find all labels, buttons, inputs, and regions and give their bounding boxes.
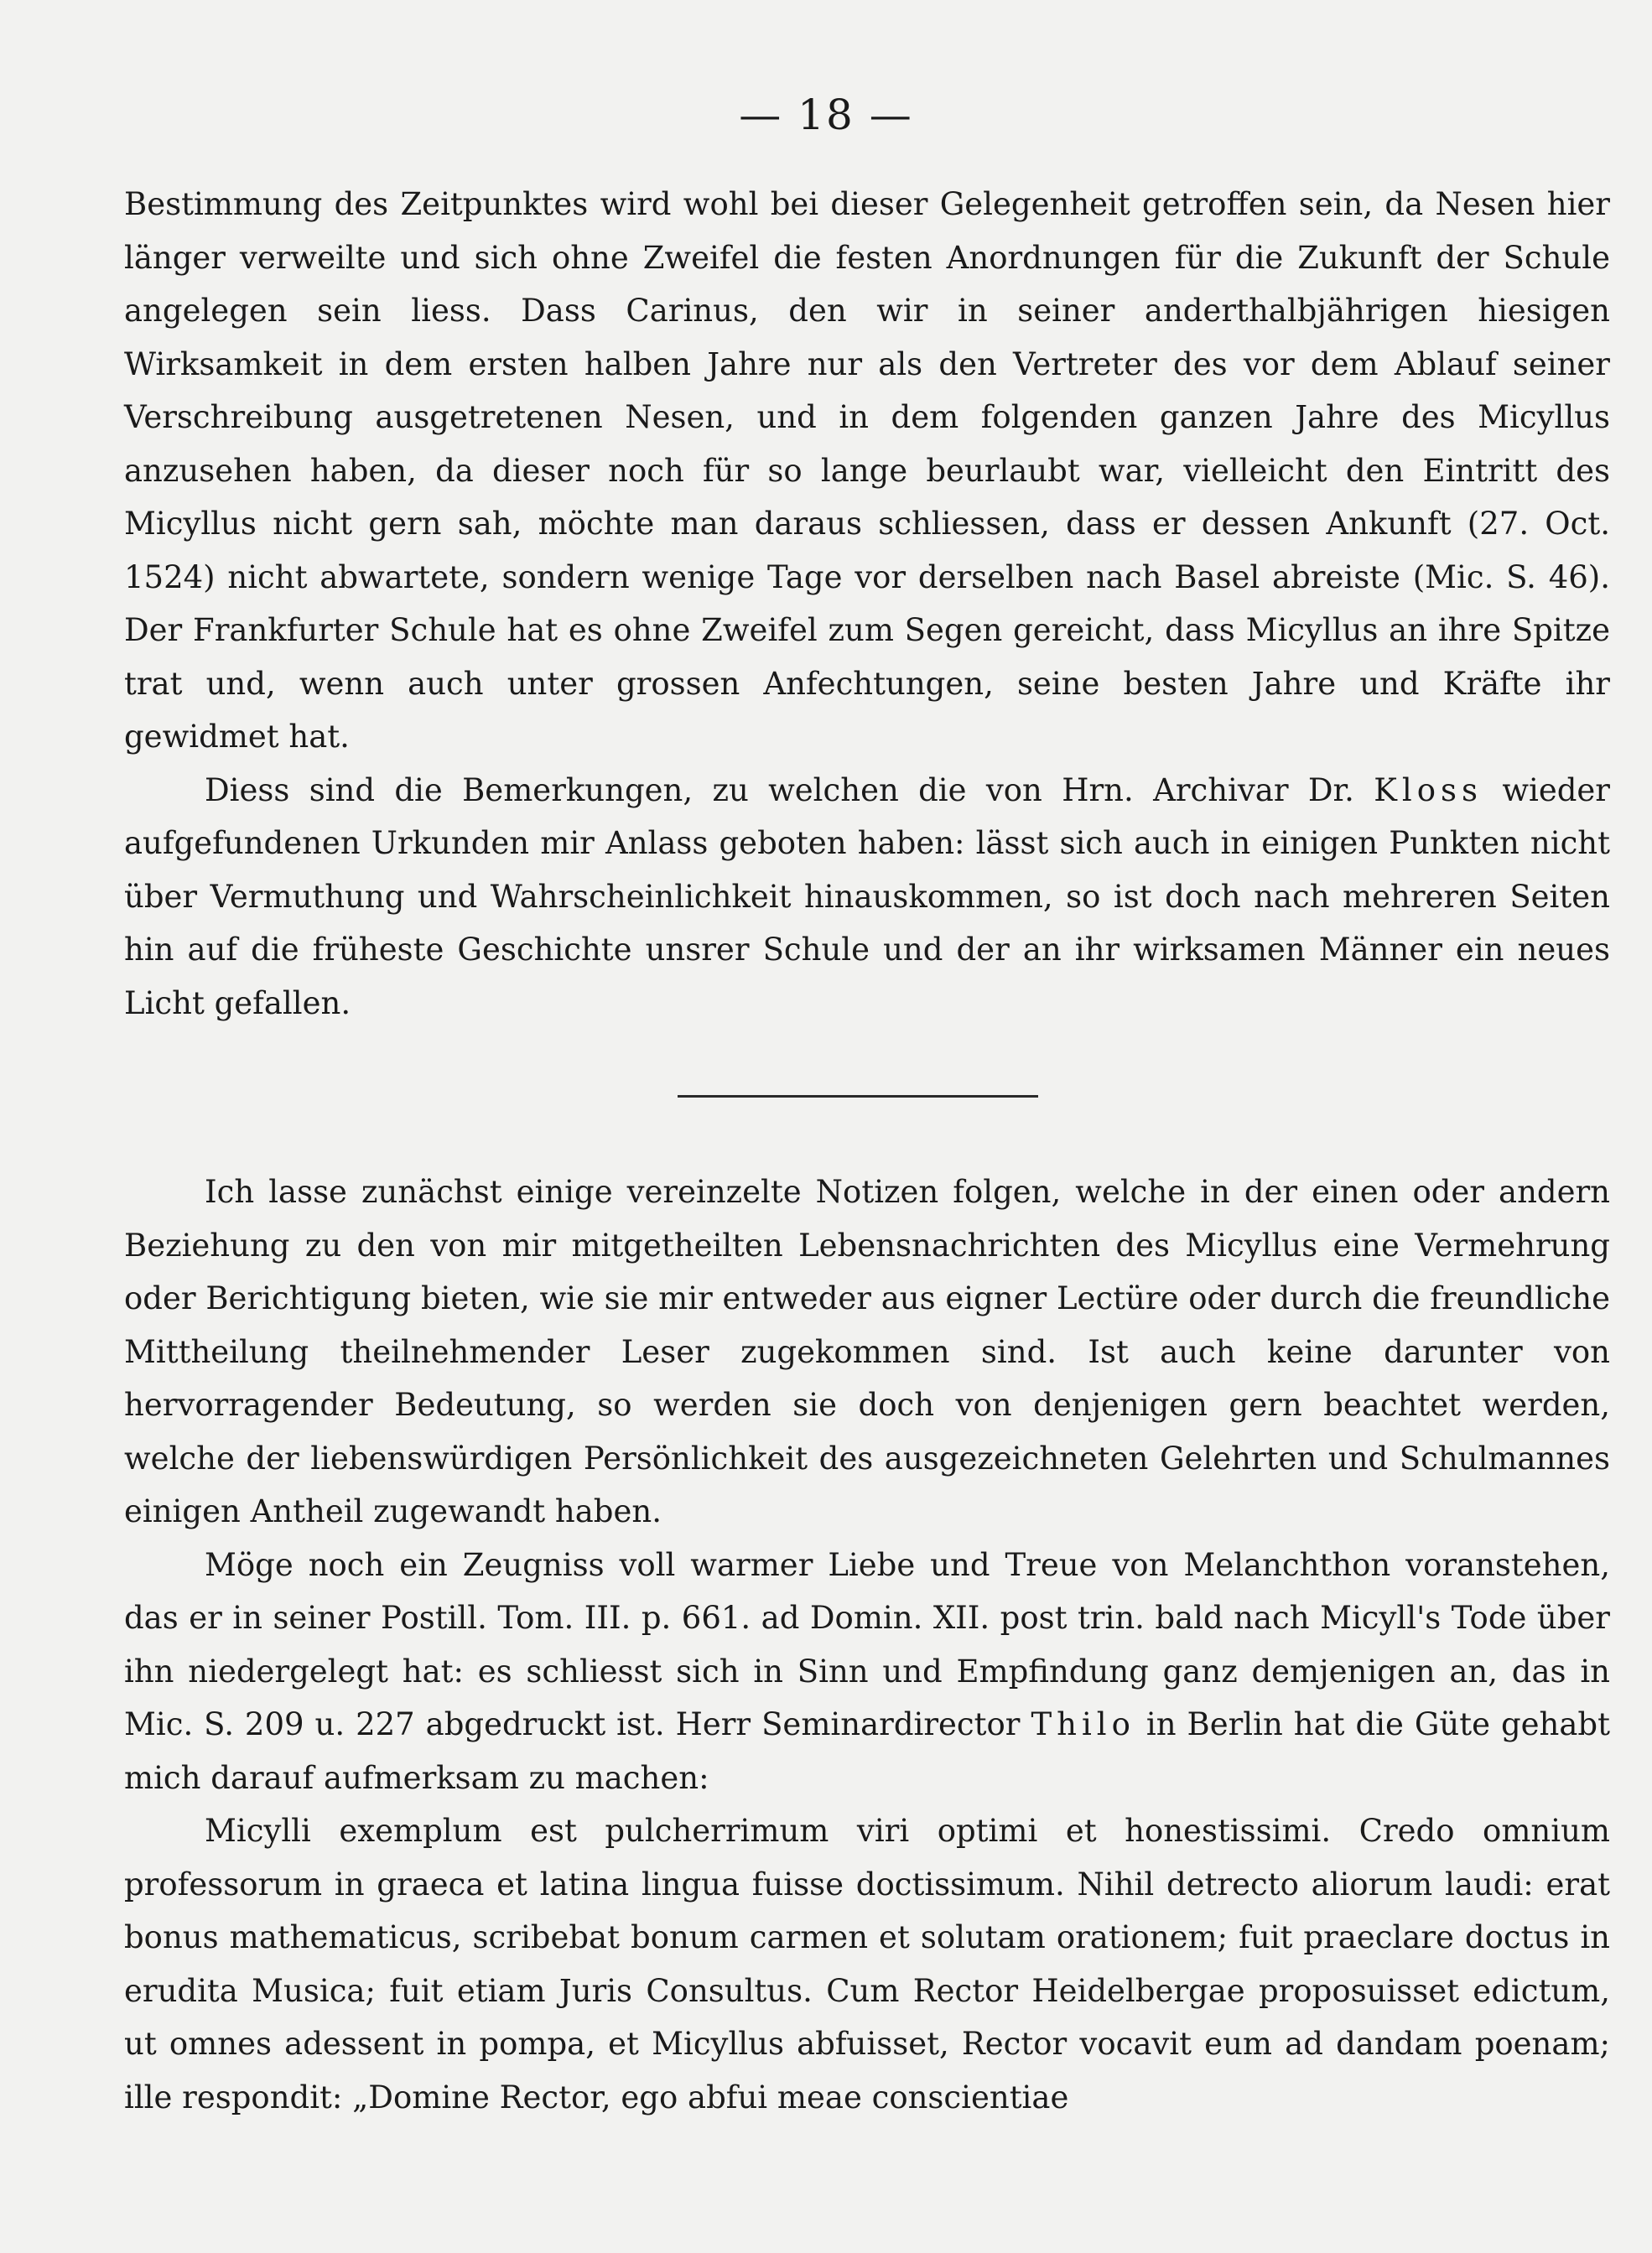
spaced-name: Thilo <box>1031 1706 1135 1742</box>
paragraph-text: Diess sind die Bemerkungen, zu welchen die von Hrn. Archivar Dr. <box>205 771 1374 808</box>
paragraph: Ich lasse zunächst einige vereinzelte Notizen folgen, welche in der einen oder andern Beziehung zu den von mir mitgetheilten Lebensnachrichten des Micyllus eine Vermehrung oder Berichtigung bieten, wie sie mir entweder aus eigner Lectüre oder durch die freundliche Mittheilung theilnehmender Leser zugekommen sind. Ist auch keine darunter von hervorragender Bedeutung, so werden sie doch von denjenigen gern beachtet werden, welche der liebenswürdigen Persönlichkeit des ausgezeichneten Gelehrten und Schulmannes einigen Antheil zugewandt haben. <box>124 1174 1610 1529</box>
paragraph <box>124 764 1610 1030</box>
page-number: — 18 — <box>739 91 913 139</box>
paragraph-text: wieder aufgefundenen Urkunden mir Anlass geboten haben: lässt sich auch in einigen Punkten nicht über Vermuthung und Wahrscheinlichkeit hinauskommen, so ist doch nach mehreren Seiten hin auf die früheste Geschichte unsrer Schule und der an ihr wirksamen Männer ein neues Licht gefallen. <box>124 771 1610 1021</box>
paragraph-text: in Berlin hat die Güte gehabt mich darauf aufmerksam zu machen: <box>124 1706 1610 1796</box>
section-divider <box>678 1095 1038 1098</box>
text-section-2 <box>124 1165 1610 2124</box>
spaced-name: Kloss <box>1374 771 1483 808</box>
paragraph <box>124 1539 1610 1805</box>
text-section-1 <box>124 178 1610 1030</box>
paragraph: Bestimmung des Zeitpunktes wird wohl bei dieser Gelegenheit getroffen sein, da Nesen hier länger verweilte und sich ohne Zweifel die festen Anordnungen für die Zukunft der Schule angelegen sein liess. Dass Carinus, den wir in seiner anderthalbjährigen hiesigen Wirksamkeit in dem ersten halben Jahre nur als den Vertreter des vor dem Ablauf seiner Verschreibung ausgetretenen Nesen, und in dem folgenden ganzen Jahre des Micyllus anzusehen haben, da dieser noch für so lange beurlaubt war, vielleicht den Eintritt des Micyllus nicht gern sah, möchte man daraus schliessen, dass er dessen Ankunft (27. Oct. 1524) nicht abwartete, sondern wenige Tage vor derselben nach Basel abreiste (Mic. S. 46). Der Frankfurter Schule hat es ohne Zweifel zum Segen gereicht, dass Micyllus an ihre Spitze trat und, wenn auch unter grossen Anfechtungen, seine besten Jahre und Kräfte ihr gewidmet hat. <box>124 186 1610 755</box>
paragraph-text: Möge noch ein Zeugniss voll warmer Liebe und Treue von Melanchthon voranstehen, das er in seiner Postill. Tom. III. p. 661. ad Domin. XII. post trin. bald nach Micyll's Tode über ihn niedergelegt hat: es schliesst sich in Sinn und Empfindung ganz demjenigen an, das in Mic. S. 209 u. 227 abgedruckt ist. Herr Seminardirector <box>124 1546 1610 1742</box>
latin-quote-paragraph: Micylli exemplum est pulcherrimum viri optimi et honestissimi. Credo omnium professorum in graeca et latina lingua fuisse doctissimum. Nihil detrecto aliorum laudi: erat bonus mathematicus, scribebat bonum carmen et solutam orationem; fuit praeclare doctus in erudita Musica; fuit etiam Juris Consultus. Cum Rector Heidelbergae proposuisset edictum, ut omnes adessent in pompa, et Micyllus abfuisset, Rector vocavit eum ad dandam poenam; ille respondit: „Domine Rector, ego abfui meae conscientiae <box>124 1813 1610 2115</box>
